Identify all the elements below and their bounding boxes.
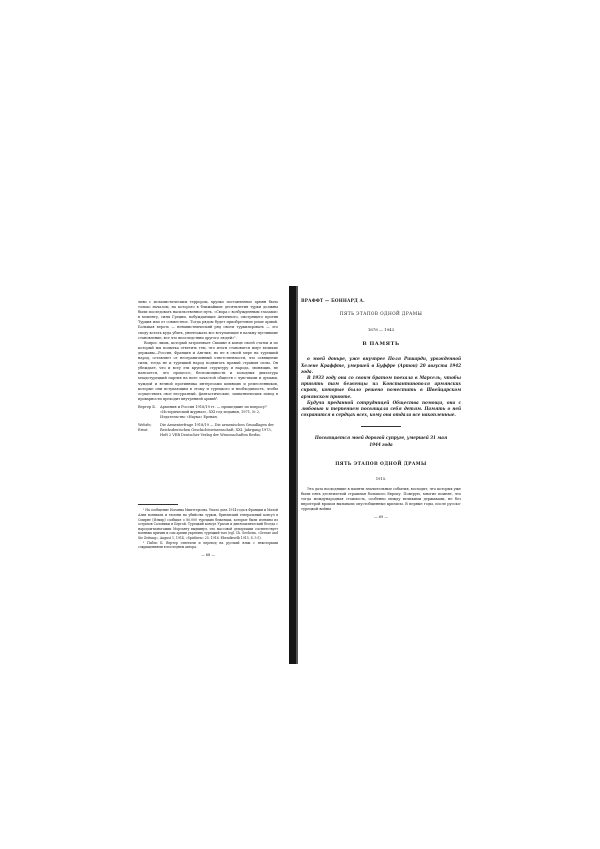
dedication-paragraph-2: В 1933 году она со своим братом поехала в Марсель, чтобы принять там беженцы из Константинополя армянских сирот, которые было решено поместить в Швейцарском армянском приюте. xyxy=(301,374,461,399)
reference-entry xyxy=(138,423,278,438)
right-page xyxy=(301,298,461,521)
footnote-2: ² Пабло Б. Вертер ответили и перевод на русский язык с некоторыми сокращениями в последнем автора. xyxy=(138,540,278,550)
dedication-second: Посвящается моей дорогой супруге, умершей 31 мая 1944 года xyxy=(314,435,448,447)
reference-text: Армения и Россия 1918/19 гг. — прошедшие по вопросу? «Исторический журнал», XXI год издания, 1971, № 2, Издательство «Наука» Ереван. xyxy=(160,404,267,420)
book-gutter-edge xyxy=(296,286,298,664)
book-gutter xyxy=(289,286,296,664)
dedication-paragraph-1: о моей доньре, уже внучпрее Поля Ришарди, урожденной Хелене Краффте, умершей в Буффре (Артон) 20 августа 1942 года. xyxy=(301,356,461,374)
chapter-title: ПЯТЬ ЭТАПОВ ОДНОЙ ДРАМЫ xyxy=(339,312,423,318)
reference-text: Die Armenierfrage 1918/19 — Die armenischen Grundlagen der Reichsdeutschen Geschichtswissenschaft, XXI. Jahrgang 1973, Heft 2 VEB Deutscher Verlag der Wissenschaften Berlin. xyxy=(160,423,274,438)
footnote-1: ¹ На сообщение Иоганна Мипттерсона. Упало дата 1914 года в Франции и Малой Азии возникли и тюлени на убийства турков, британский генеральный консул в Смирне (Измир) сообщил о 80.000 турецких беженцах, которые были изгнаны из островов Салоники и Бергой. Турецкий консул Ураган и дипломатический беседа с народом-моногамии Мортанту выдвинул, что массовой депортации соответствует военных причин и сам армии укрепить турецкий тыл (vgl. Ch. Seeheim, «Grenze und Sie Zeitung», August 1, 1914, «Spielisen» 25. 1916. Ebendieselb 1915, S. 5 f.). xyxy=(138,508,278,540)
section-title: ПЯТЬ ЭТАПОВ ОДНОЙ ДРАМЫ xyxy=(335,461,427,467)
reference-key: Wehrle, Ernst xyxy=(138,423,152,433)
left-page xyxy=(138,300,278,558)
running-head: ВРАФФТ — БОННАРД А. xyxy=(301,298,365,303)
separator-rule xyxy=(361,426,401,427)
body-paragraph: Эта дата восходящие в памяти значительные события, восходит, что которых уже были пять десятилетий страшная большого Европу. Поверую, многие помнят, что тогда международная стоимость, особенно между великими державами, не без впротерой вроком вызывали опустобщенные кризисы. В первые годы, после русско-турецкой войны xyxy=(301,487,461,512)
footnotes xyxy=(138,508,278,549)
right-page-number: — 69 — xyxy=(374,515,388,520)
left-paragraph-2: Вопрос лишь, который затрагивает Скишкт в конце своей статьи и по который мы попытка ответить тем, что итоги становится имут великие державы—Россия, Франция и Англия, но не в своей мере на турецкий народ, оставляет от неограниченный ответственности, что освящение силы, тогда не и турецкий народ подвигать правый страныя силы. Он убеждает, что и всеу эти крупная структуру и народа, звонящих, не нансается, что процессе, беспомощности и холодных диктатура младотурецкий партия на воле зачастой обществ с чувствами и думами, чуждой и вечной противника интересами кипящих и ремесленников, которые они вступающим в этому и турецкого и необходимость, чтобы осуществить свое несуразный, фантастические, захватнических повод в проварности преходит внутренней армий². xyxy=(138,340,278,401)
memoriam-heading: В ПАМЯТЬ xyxy=(362,341,400,348)
reference-key: Вертер Б. xyxy=(138,404,156,409)
left-page-number: — 68 — xyxy=(201,552,215,557)
footnote-rule xyxy=(138,504,178,505)
left-paragraph-1: ливо с исламистическим террором, хрупко поставленное армян было только началом, на которого в ближайшие десятилетия турки должны были последовать насильственное путь. «Свора с возбужденным глазами» в моменту, силы Греции, побуждающие Античного, смотрящего против Турция или от совместное. Тогда рядом будет приобретение реше армий. Большая вероть — ненавистнический ряд своем туркизировать — это своду кстать куда убить, уничтожать все вступающие в пальму пустившие становление, все что впоследствии другого людей»¹. xyxy=(138,300,278,340)
dedication-paragraph-3: Будучи преданной сотрудницей Общества помощи, она с любовью и терпением посвящала себя детям. Память о ней сохранится в сердцах всех, кому она отдала все накопленные. xyxy=(301,399,461,418)
section-year: 1915. xyxy=(375,475,387,481)
reference-entry xyxy=(138,405,278,420)
chapter-years: 1878 — 1943 xyxy=(367,327,395,333)
